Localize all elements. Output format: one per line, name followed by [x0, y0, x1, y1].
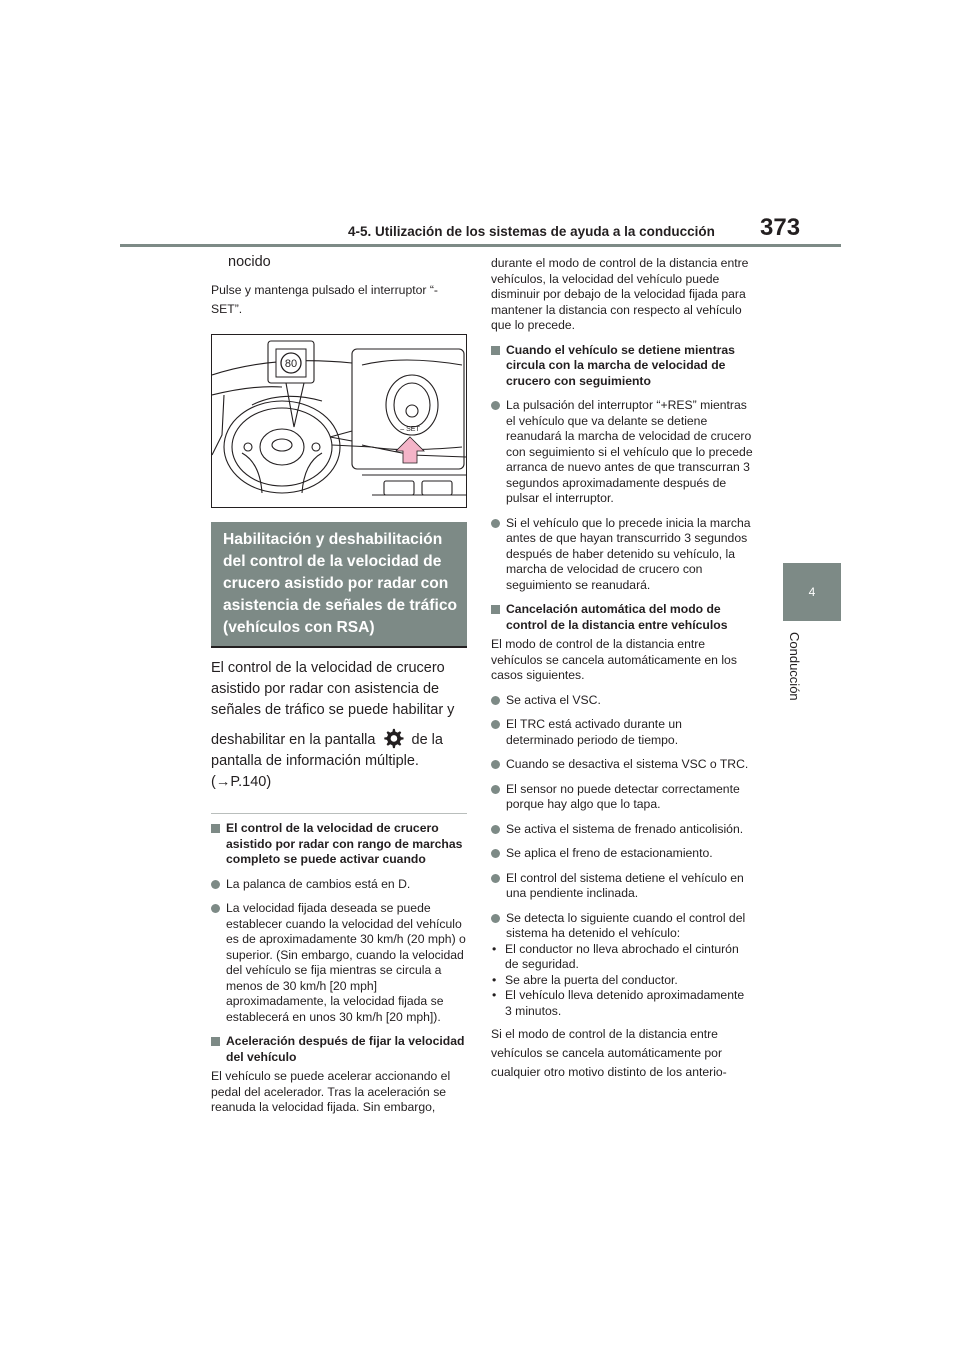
list-item: Si el vehículo que lo precede inicia la marcha antes de que hayan transcurrido 3 segundos después de haber detenido su vehículo, la marcha de velocidad de crucero con seguimiento se reanudará.	[491, 516, 753, 594]
page-reference[interactable]: (→P.140)	[211, 774, 272, 790]
chapter-number-tab: 4	[783, 563, 841, 621]
steering-wheel-drawing	[212, 335, 466, 507]
list-item: El TRC está activado durante un determinado periodo de tiempo.	[491, 717, 753, 748]
body-text-2: deshabilitar en la pantalla de la pantalla de información múltiple.	[211, 727, 467, 772]
right-column	[491, 256, 753, 1082]
steering-wheel-illustration	[211, 334, 467, 508]
separator	[211, 813, 467, 814]
sub-list-item: • El conductor no lleva abrochado el cinturón de seguridad.	[492, 941, 739, 971]
body-text-right-2: El modo de control de la distancia entre vehículos se cancela automáticamente en los casos siguientes.	[491, 637, 737, 682]
body-text-1: El control de la velocidad de crucero asistido por radar con asistencia de señales de tráfico se puede habilitar y	[211, 660, 455, 718]
body-text-right-1: durante el modo de control de la distancia entre vehículos, la velocidad del vehículo puede disminuir por debajo de la velocidad fijada para mantener la distancia con respecto al vehículo que lo precede.	[491, 256, 749, 332]
set-button-label: – SET	[400, 426, 420, 433]
gear-icon	[382, 727, 404, 749]
subheading-activation: El control de la velocidad de crucero asistido por radar con rango de marchas completo se puede activar cuando	[211, 821, 467, 868]
section-heading: Habilitación y deshabilitación del control de la velocidad de crucero asistido por radar con asistencia de señales de tráfico (vehículos con RSA)	[211, 522, 467, 648]
sub-list-item: • Se abre la puerta del conductor.	[492, 972, 678, 987]
instruction-text: Pulse y mantenga pulsado el interruptor “-SET”.	[211, 283, 438, 316]
list-item: Se detecta lo siguiente cuando el control del sistema ha detenido el vehículo:	[491, 911, 753, 942]
list-item: La palanca de cambios está en D.	[211, 877, 467, 893]
body-text-4: El vehículo se puede acelerar accionando el pedal del acelerador. Tras la aceleración se reanuda la velocidad fijada. Sin embargo,	[211, 1069, 451, 1114]
speed-sign-value: 80	[284, 358, 298, 370]
list-item: Se activa el VSC.	[491, 693, 753, 709]
press-arrow-icon	[396, 437, 424, 463]
sub-list-item: • El vehículo lleva detenido aproximadamente 3 minutos.	[492, 988, 745, 1018]
subheading-acceleration: Aceleración después de fijar la velocidad del vehículo	[211, 1034, 467, 1065]
list-item: La velocidad fijada deseada se puede establecer cuando la velocidad del vehículo es de aproximadamente 30 km/h (20 mph) o superior. (Sin embargo, cuando la velocidad del vehículo se fija mientras se circula a menos de 30 km/h [20 mph] aproximadamente, la velocidad fijada se establecerá en unos 30 km/h [20 mph]).	[211, 901, 467, 1025]
list-item: El control del sistema detiene el vehículo en una pendiente inclinada.	[491, 871, 753, 902]
list-item: Cuando se desactiva el sistema VSC o TRC.	[491, 757, 753, 773]
subheading-stopped: Cuando el vehículo se detiene mientras circula con la marcha de velocidad de crucero con seguimiento	[491, 343, 753, 390]
section-title: 4-5. Utilización de los sistemas de ayuda a la conducción	[348, 224, 715, 239]
page-number: 373	[760, 214, 801, 241]
left-column	[211, 252, 467, 1116]
list-item: La pulsación del interruptor “+RES” mientras el vehículo que va delante se detiene reanudará la marcha de velocidad de crucero con seguimiento si el vehículo que lo precede arranca de nuevo antes de que transcurran 3 segundos aproximadamente después de pulsar el interruptor.	[491, 398, 753, 507]
header-rule	[120, 244, 841, 247]
chapter-label: Conducción	[787, 632, 802, 701]
intro-word: nocido	[228, 254, 271, 270]
list-item: El sensor no puede detectar correctamente porque hay algo que lo tapa.	[491, 782, 753, 813]
body-text-right-3: Si el modo de control de la distancia entre vehículos se cancela automáticamente por cualquier otro motivo distinto de los anterio-	[491, 1027, 727, 1079]
list-item: Se aplica el freno de estacionamiento.	[491, 846, 753, 862]
list-item: Se activa el sistema de frenado anticolisión.	[491, 822, 753, 838]
subheading-cancellation: Cancelación automática del modo de control de la distancia entre vehículos	[491, 602, 753, 633]
